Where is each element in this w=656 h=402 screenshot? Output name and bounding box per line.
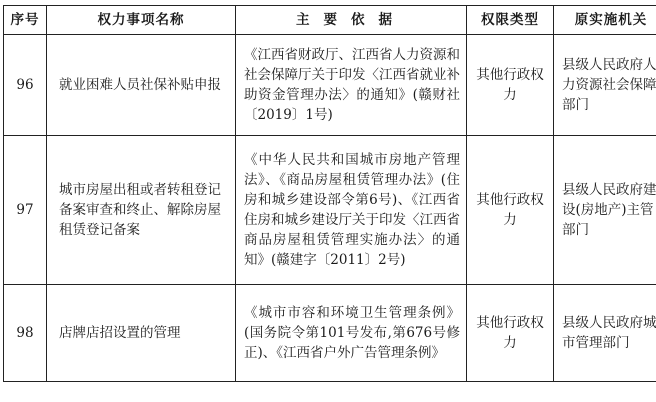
row-no: 96 xyxy=(4,35,47,136)
row-no: 97 xyxy=(4,136,47,285)
row-no: 98 xyxy=(4,285,47,382)
row-type: 其他行政权力 xyxy=(467,35,554,136)
table-row xyxy=(4,136,656,285)
row-basis: 《城市市容和环境卫生管理条例》(国务院令第101号发布,第676号修正)、《江西省户外广告管理条例》 xyxy=(236,285,467,382)
row-basis: 《江西省财政厅、江西省人力资源和社会保障厅关于印发〈江西省就业补助资金管理办法〉的通知》(赣财社〔2019〕1号) xyxy=(236,35,467,136)
header-basis: 主要依据 xyxy=(236,6,467,35)
header-dept: 原实施机关 xyxy=(554,6,656,35)
row-basis: 《中华人民共和国城市房地产管理法》、《商品房屋租赁管理办法》(住房和城乡建设部令第6号)、《江西省住房和城乡建设厅关于印发〈江西省商品房屋租赁管理实施办法〉的通知》(赣建字〔2011〕2号) xyxy=(236,136,467,285)
row-dept: 县级人民政府城市管理部门 xyxy=(554,285,656,382)
header-no: 序号 xyxy=(4,6,47,35)
row-name: 就业困难人员社保补贴申报 xyxy=(47,35,236,136)
header-type: 权限类型 xyxy=(467,6,554,35)
row-type: 其他行政权力 xyxy=(467,285,554,382)
row-type: 其他行政权力 xyxy=(467,136,554,285)
table-row xyxy=(4,35,656,136)
row-name: 店牌店招设置的管理 xyxy=(47,285,236,382)
table-row xyxy=(4,285,656,382)
table-header-row xyxy=(4,6,656,35)
row-name: 城市房屋出租或者转租登记备案审查和终止、解除房屋租赁登记备案 xyxy=(47,136,236,285)
power-items-table xyxy=(3,5,656,382)
row-dept: 县级人民政府人力资源社会保障部门 xyxy=(554,35,656,136)
header-name: 权力事项名称 xyxy=(47,6,236,35)
row-dept: 县级人民政府建设(房地产)主管部门 xyxy=(554,136,656,285)
